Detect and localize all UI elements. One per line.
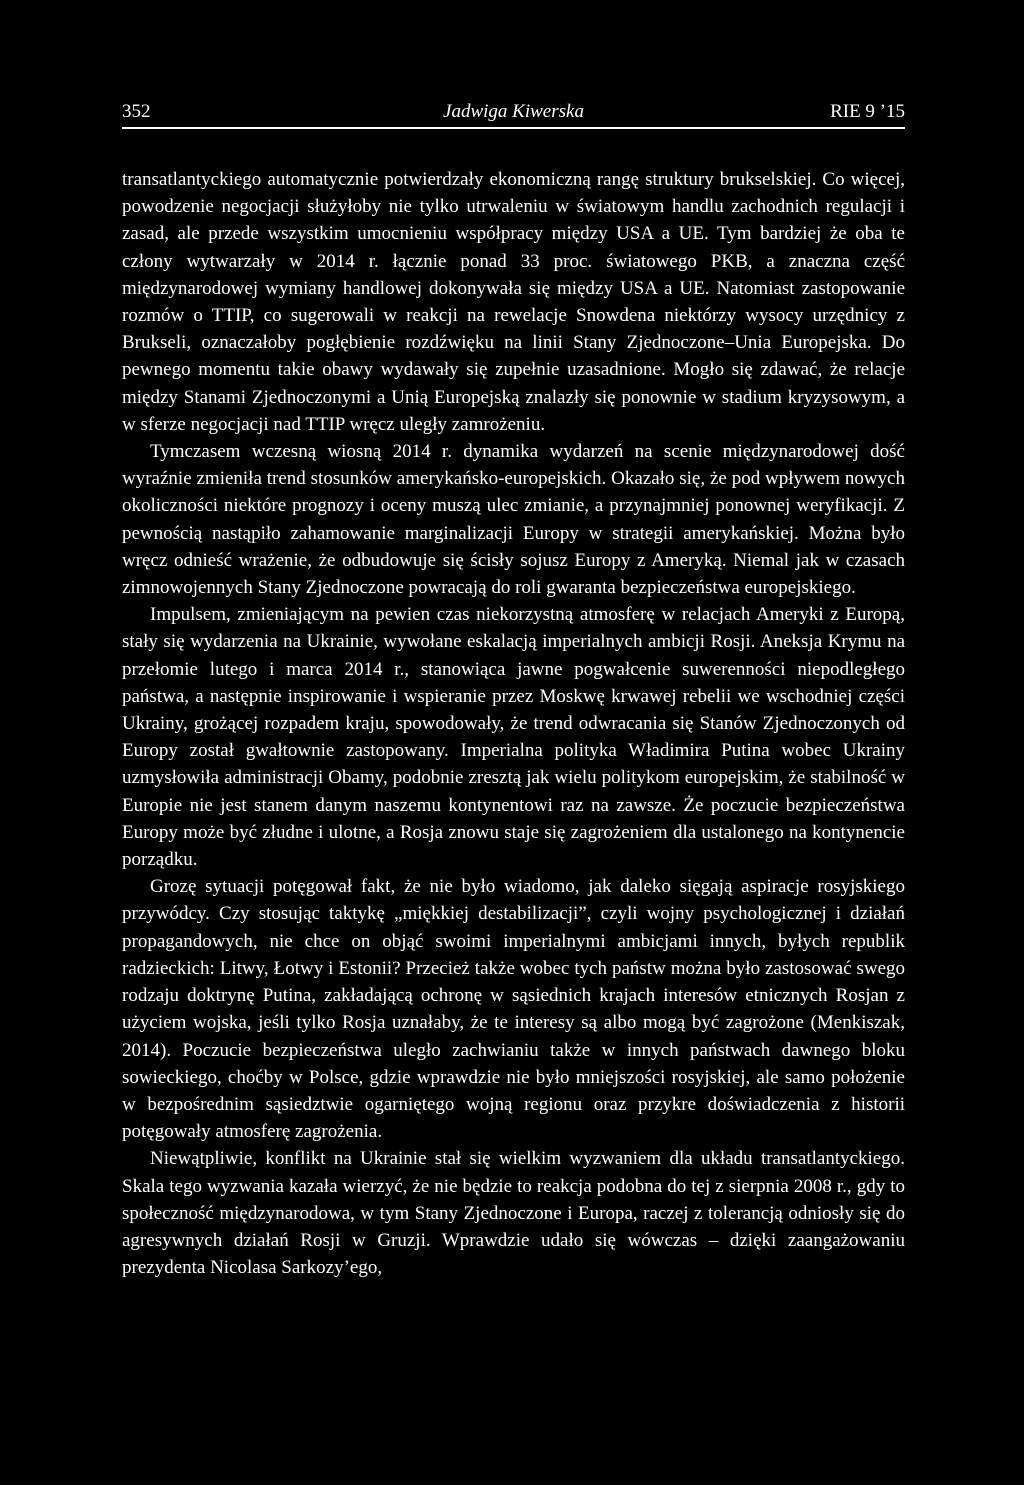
paragraph: transatlantyckiego automatycznie potwierdzały ekonomiczną rangę struktury brukselskiej. Co więcej, powodzenie negocjacji służyłoby nie tylko utrwaleniu w światowym handlu zachodnich regulacji i zasad, ale przede wszystkim umocnieniu współpracy między USA a UE. Tym bardziej że oba te człony wytwarzały w 2014 r. łącznie ponad 33 proc. światowego PKB, a znaczna część międzynarodowej wymiany handlowej dokonywała się między USA a UE. Natomiast zastopowanie rozmów o TTIP, co sugerowali w reakcji na rewelacje Snowdena niektórzy wysocy urzędnicy z Brukseli, oznaczałoby pogłębienie rozdźwięku na linii Stany Zjednoczone–Unia Europejska. Do pewnego momentu takie obawy wydawały się zupełnie uzasadnione. Mogło się zdawać, że relacje między Stanami Zjednoczonymi a Unią Europejską znalazły się ponownie w stadium kryzysowym, a w sferze negocjacji nad TTIP wręcz uległy zamrożeniu. [122,169,905,435]
paragraph: Grozę sytuacji potęgował fakt, że nie było wiadomo, jak daleko sięgają aspiracje rosyjskiego przywódcy. Czy stosując taktykę „miękkiej destabilizacji”, czyli wojny psychologicznej i działań propagandowych, nie chce on objąć swoimi imperialnymi ambicjami innych, byłych republik radzieckich: Litwy, Łotwy i Estonii? Przecież także wobec tych państw można było zastosować swego rodzaju doktrynę Putina, zakładającą ochronę w sąsiednich krajach interesów etnicznych Rosjan z użyciem wojska, jeśli tylko Rosja uznałaby, że te interesy są albo mogą być zagrożone (Menkiszak, 2014). Poczucie bezpieczeństwa uległo zachwianiu także w innych państwach dawnego bloku sowieckiego, choćby w Polsce, gdzie wprawdzie nie było mniejszości rosyjskiej, ale samo położenie w bezpośrednim sąsiedztwie ogarniętego wojną regionu oraz przykre doświadczenia z historii potęgowały atmosferę zagrożenia. [122,876,905,1143]
page-number: 352 [122,101,151,122]
running-header [122,98,905,126]
author-name: Jadwiga Kiwerska [443,101,584,122]
body-text [122,166,905,1281]
paragraph: Niewątpliwie, konflikt na Ukrainie stał się wielkim wyzwaniem dla układu transatlantyckiego. Skala tego wyzwania kazała wierzyć, że nie będzie to reakcja podobna do tej z sierpnia 2008 r., gdy to społeczność międzynarodowa, w tym Stany Zjednoczone i Europa, raczej z tolerancją odniosły się do agresywnych działań Rosji w Gruzji. Wprawdzie udało się wówczas – dzięki zaangażowaniu prezydenta Nicolasa Sarkozy’ego, [122,1148,905,1279]
journal-issue: RIE 9 ’15 [830,101,905,122]
document-page [122,98,905,1281]
header-rule [122,127,905,129]
paragraph: Impulsem, zmieniającym na pewien czas niekorzystną atmosferę w relacjach Ameryki z Europą, stały się wydarzenia na Ukrainie, wywołane eskalacją imperialnych ambicji Rosji. Aneksja Krymu na przełomie lutego i marca 2014 r., stanowiąca jawne pogwałcenie suwerenności niepodległego państwa, a następnie inspirowanie i wspieranie przez Moskwę krwawej rebelii we wschodniej części Ukrainy, grożącej rozpadem kraju, spowodowały, że trend odwracania się Stanów Zjednoczonych od Europy został gwałtownie zastopowany. Imperialna polityka Władimira Putina wobec Ukrainy uzmysłowiła administracji Obamy, podobnie zresztą jak wielu politykom europejskim, że stabilność w Europie nie jest stanem danym naszemu kontynentowi raz na zawsze. Że poczucie bezpieczeństwa Europy może być złudne i ulotne, a Rosja znowu staje się zagrożeniem dla ustalonego na kontynencie porządku. [122,604,905,871]
paragraph: Tymczasem wczesną wiosną 2014 r. dynamika wydarzeń na scenie międzynarodowej dość wyraźnie zmieniła trend stosunków amerykańsko-europejskich. Okazało się, że pod wpływem nowych okoliczności niektóre prognozy i oceny muszą ulec zmianie, a przynajmniej ponownej weryfikacji. Z pewnością nastąpiło zahamowanie marginalizacji Europy w strategii amerykańskiej. Można było wręcz odnieść wrażenie, że odbudowuje się ścisły sojusz Europy z Ameryką. Niemal jak w czasach zimnowojennych Stany Zjednoczone powracają do roli gwaranta bezpieczeństwa europejskiego. [122,441,905,599]
